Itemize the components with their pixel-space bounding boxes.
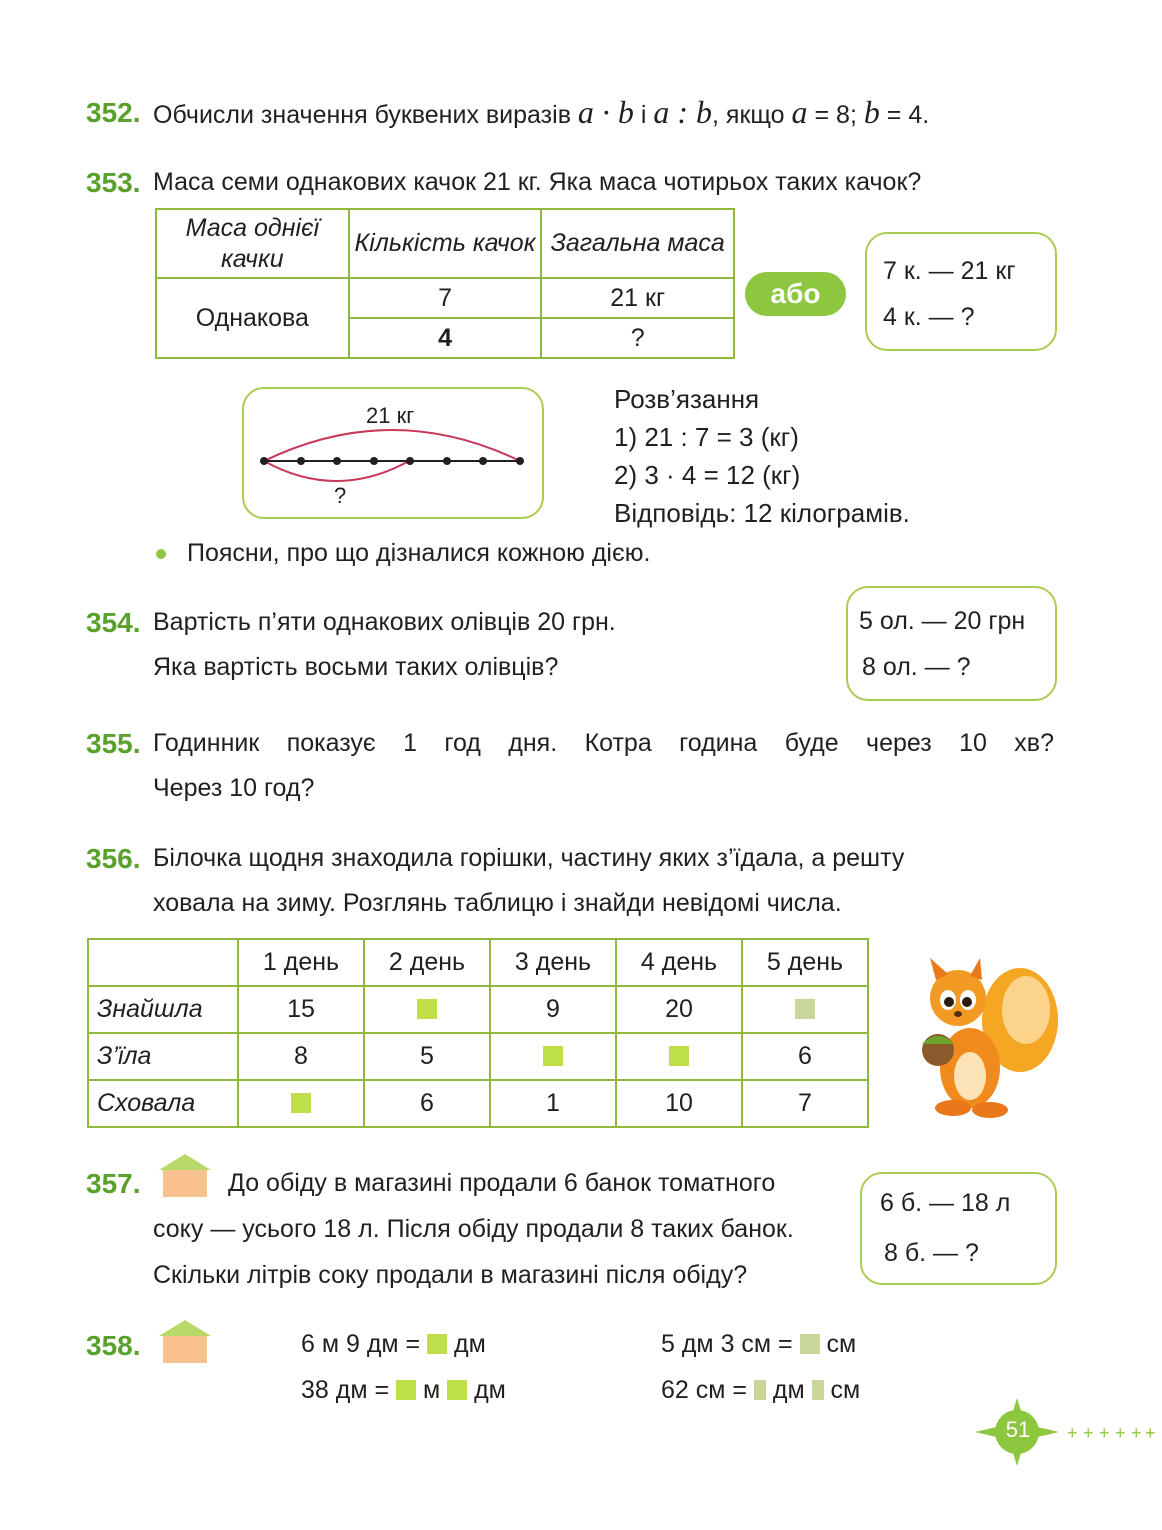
segment-diagram — [242, 387, 544, 519]
header-mass-one: Маса однієї качки — [156, 209, 349, 278]
word: показує — [286, 729, 376, 757]
col-header-day-2: 2 день — [364, 939, 490, 986]
short-note-line-2: 8 ол. — ? — [862, 653, 971, 681]
cell: 5 — [364, 1033, 490, 1080]
conj: і — [633, 101, 654, 129]
unknown-square — [396, 1380, 416, 1400]
conversion-3 — [661, 1329, 856, 1359]
unknown-square — [417, 999, 437, 1019]
expr-part: см — [823, 1376, 861, 1404]
expr-part: 5 дм 3 см = — [661, 1330, 800, 1358]
squirrel-illustration — [908, 958, 1058, 1123]
task-352-if: , якщо — [712, 101, 792, 129]
home-task-icon — [155, 1152, 215, 1198]
cell: 1 — [490, 1080, 616, 1127]
var-b: b — [863, 94, 880, 130]
corner-cell — [88, 939, 238, 986]
word: 10 — [959, 729, 987, 757]
short-note-354 — [846, 586, 1057, 701]
svg-text:+: + — [1067, 1423, 1078, 1443]
conversion-4 — [661, 1375, 860, 1405]
cell-count-1: 7 — [349, 278, 542, 318]
word: Котра — [584, 729, 652, 757]
cell-count-2: 4 — [349, 318, 542, 358]
expr-part: дм — [447, 1330, 486, 1358]
cell: 6 — [742, 1033, 868, 1080]
var-a: a — [791, 94, 808, 130]
home-task-icon — [155, 1318, 215, 1364]
cell: 6 — [364, 1080, 490, 1127]
solution-title: Розв’язання — [614, 384, 760, 414]
unknown-square — [543, 1046, 563, 1066]
task-353-text: Маса семи однакових качок 21 кг. Яка маса чотирьох таких качок? — [153, 168, 922, 196]
conversion-2 — [301, 1375, 506, 1405]
or-badge: або — [745, 272, 846, 316]
short-note-line-1: 5 ол. — 20 грн — [859, 607, 1026, 635]
task-number-358: 358. — [86, 1330, 141, 1361]
header-total: Загальна маса — [541, 209, 734, 278]
unknown-square — [447, 1380, 467, 1400]
cell-unknown — [238, 1080, 364, 1127]
unknown-square — [800, 1334, 820, 1354]
word: дня. — [508, 729, 558, 757]
short-note-line-1: 6 б. — 18 л — [880, 1189, 1011, 1217]
cell-unknown — [616, 1033, 742, 1080]
cell: 9 — [490, 986, 616, 1033]
expr-part: см — [819, 1330, 857, 1358]
word: Годинник — [153, 729, 260, 757]
task-number-355: 355. — [86, 728, 141, 759]
conversion-1 — [301, 1329, 486, 1359]
word: буде — [784, 729, 839, 757]
task-357-line-1: До обіду в магазині продали 6 банок томатного — [228, 1169, 776, 1197]
duck-table — [155, 208, 735, 359]
row-header-hid: Сховала — [88, 1080, 238, 1127]
task-357-line-2: соку — усього 18 л. Після обіду продали 8 таких банок. — [153, 1215, 794, 1243]
word: хв? — [1014, 729, 1054, 757]
col-header-day-1: 1 день — [238, 939, 364, 986]
task-number-356: 356. — [86, 843, 141, 874]
task-352-text — [153, 94, 930, 130]
cell: 15 — [238, 986, 364, 1033]
task-355-line-2: Через 10 год? — [153, 774, 315, 802]
svg-text:+: + — [1131, 1423, 1142, 1443]
unknown-square — [812, 1380, 824, 1400]
expr-part: м — [416, 1376, 448, 1404]
word: година — [679, 729, 758, 757]
expression-a-times-b: a · b — [577, 94, 634, 130]
unknown-square — [669, 1046, 689, 1066]
diagram-top-label: 21 кг — [366, 403, 415, 428]
bullet-dot — [156, 549, 166, 559]
expr-part: дм — [467, 1376, 506, 1404]
unknown-square — [754, 1380, 766, 1400]
task-356-line-1: Білочка щодня знаходила горішки, частину яких з’їдала, а решту — [153, 844, 905, 872]
col-header-day-3: 3 день — [490, 939, 616, 986]
solution-block — [614, 380, 910, 532]
cell-total-2: ? — [541, 318, 734, 358]
arc-total — [264, 430, 520, 461]
solution-answer: Відповідь: 12 кілограмів. — [614, 498, 910, 528]
svg-text:+: + — [1115, 1423, 1126, 1443]
col-header-day-4: 4 день — [616, 939, 742, 986]
short-note-357 — [860, 1172, 1057, 1285]
short-note-line-2: 8 б. — ? — [884, 1239, 979, 1267]
task-number-353: 353. — [86, 167, 141, 198]
cell: 7 — [742, 1080, 868, 1127]
task-352-prefix: Обчисли значення буквених виразів — [153, 101, 578, 129]
diagram-bottom-label: ? — [334, 483, 347, 508]
cell: 8 — [238, 1033, 364, 1080]
word: через — [866, 729, 932, 757]
svg-text:+: + — [1145, 1423, 1156, 1443]
row-header-ate: З’їла — [88, 1033, 238, 1080]
explain-bullet: Поясни, про що дізналися кожною дією. — [187, 539, 651, 567]
unknown-square — [795, 999, 815, 1019]
task-number-352: 352. — [86, 97, 141, 128]
task-357-line-3: Скільки літрів соку продали в магазині після обіду? — [153, 1261, 748, 1289]
short-note-353 — [865, 232, 1057, 351]
task-354-line-2: Яка вартість восьми таких олівців? — [153, 653, 559, 681]
expr-part: дм — [765, 1376, 812, 1404]
solution-step-2: 2) 3 · 4 = 12 (кг) — [614, 460, 801, 490]
squirrel-table — [87, 938, 869, 1128]
cell: 10 — [616, 1080, 742, 1127]
expression-a-div-b: a : b — [653, 94, 713, 130]
short-note-line-1: 7 к. — 21 кг — [883, 257, 1016, 285]
expr-part: 38 дм = — [301, 1376, 397, 1404]
row-header-found: Знайшла — [88, 986, 238, 1033]
word: год — [444, 729, 481, 757]
task-number-354: 354. — [86, 607, 141, 638]
task-354-line-1: Вартість п’яти однакових олівців 20 грн. — [153, 608, 616, 636]
task-number-357: 357. — [86, 1168, 141, 1199]
task-356-line-2: ховала на зиму. Розглянь таблицю і знайди невідомі числа. — [153, 889, 842, 917]
row-label-same: Однакова — [156, 278, 349, 358]
task-355-line-1 — [153, 728, 1054, 758]
cell-unknown — [490, 1033, 616, 1080]
solution-step-1: 1) 21 : 7 = 3 (кг) — [614, 422, 799, 452]
expr-part: 6 м 9 дм = — [301, 1330, 428, 1358]
cell-unknown — [742, 986, 868, 1033]
short-note-line-2: 4 к. — ? — [883, 303, 975, 331]
cell: 20 — [616, 986, 742, 1033]
page-number: 51 — [1005, 1417, 1031, 1442]
cell-total-1: 21 кг — [541, 278, 734, 318]
value-b: = 4. — [879, 101, 930, 129]
expr-part: 62 см = — [661, 1376, 754, 1404]
svg-text:+: + — [1099, 1423, 1110, 1443]
value-a: = 8; — [807, 101, 864, 129]
cell-unknown — [364, 986, 490, 1033]
word: 1 — [403, 729, 417, 757]
unknown-square — [291, 1093, 311, 1113]
svg-text:+: + — [1083, 1423, 1094, 1443]
col-header-day-5: 5 день — [742, 939, 868, 986]
header-count: Кількість качок — [349, 209, 542, 278]
unknown-square — [427, 1334, 447, 1354]
